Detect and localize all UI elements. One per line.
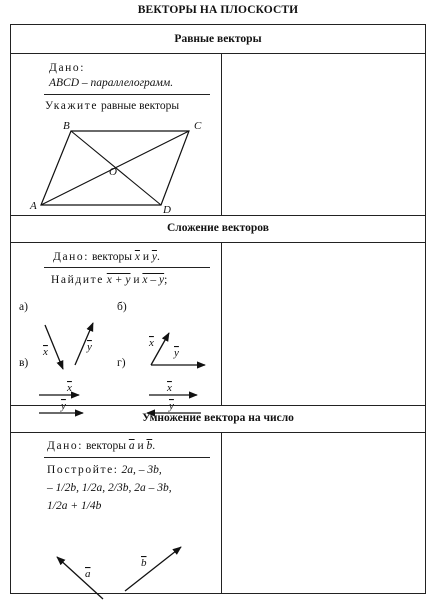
point-label-a: A (30, 200, 37, 212)
given-text: ABCD – параллелограмм. (49, 77, 174, 89)
parallelogram-diagram (11, 117, 221, 216)
vector-x-label: x (67, 382, 72, 394)
divider (11, 53, 425, 54)
section-heading-equal-vectors: Равные векторы (174, 33, 262, 45)
case-label-b: б) (117, 301, 127, 313)
case-label-g: г) (117, 357, 126, 369)
vector-y-label: y (87, 341, 92, 353)
given-block: Дано: векторы $\overline{a}$ и $\overline{b}$. (47, 440, 156, 452)
vector-b-label: b (141, 557, 147, 569)
task-block: Постройте: 2a, – 3b, (47, 464, 162, 476)
column-divider (221, 53, 222, 215)
vector-x-label: x (167, 382, 172, 394)
section-heading-vector-addition: Сложение векторов (166, 222, 269, 234)
point-label-o: O (109, 166, 117, 178)
addition-diagrams (11, 243, 221, 412)
vector-b-arrow (125, 547, 181, 591)
rule (44, 94, 210, 95)
vector-x-label: x (43, 346, 48, 358)
page-title: ВЕКТОРЫ НА ПЛОСКОСТИ (137, 4, 299, 16)
vector-a-label: a (85, 568, 91, 580)
rule (44, 457, 210, 458)
vector-a-arrow (57, 557, 103, 599)
task-line-2: – 1/2b, 1/2a, 2/3b, 2a – 3b, (47, 482, 172, 494)
vector-y-label: y (174, 347, 179, 359)
vector-x-label: x (149, 337, 154, 349)
task-block: Найдите x + y и x – y; (51, 274, 168, 286)
task-block: Укажите равные векторы (45, 100, 180, 112)
case-label-v: в) (19, 357, 29, 369)
task-line-3: 1/2a + 1/4b (47, 500, 102, 512)
section-heading-scalar-multiplication: Умножение вектора на число (142, 412, 294, 424)
given-block: Дано: (49, 62, 86, 74)
multiplication-diagram (11, 515, 221, 595)
point-label-d: D (163, 204, 171, 216)
vector-y-label: y (169, 400, 174, 412)
column-divider (221, 242, 222, 405)
case-label-a: а) (19, 301, 28, 313)
point-label-c: C (194, 120, 202, 132)
divider (11, 432, 425, 433)
divider (11, 405, 425, 406)
divider (11, 215, 425, 216)
worksheet-table (10, 24, 426, 594)
vector-y-label: y (61, 400, 66, 412)
column-divider (221, 432, 222, 594)
point-label-b: B (63, 120, 70, 132)
given-block: Дано: векторы $\overline{x}$ и $\overline{y}$. (53, 251, 160, 263)
